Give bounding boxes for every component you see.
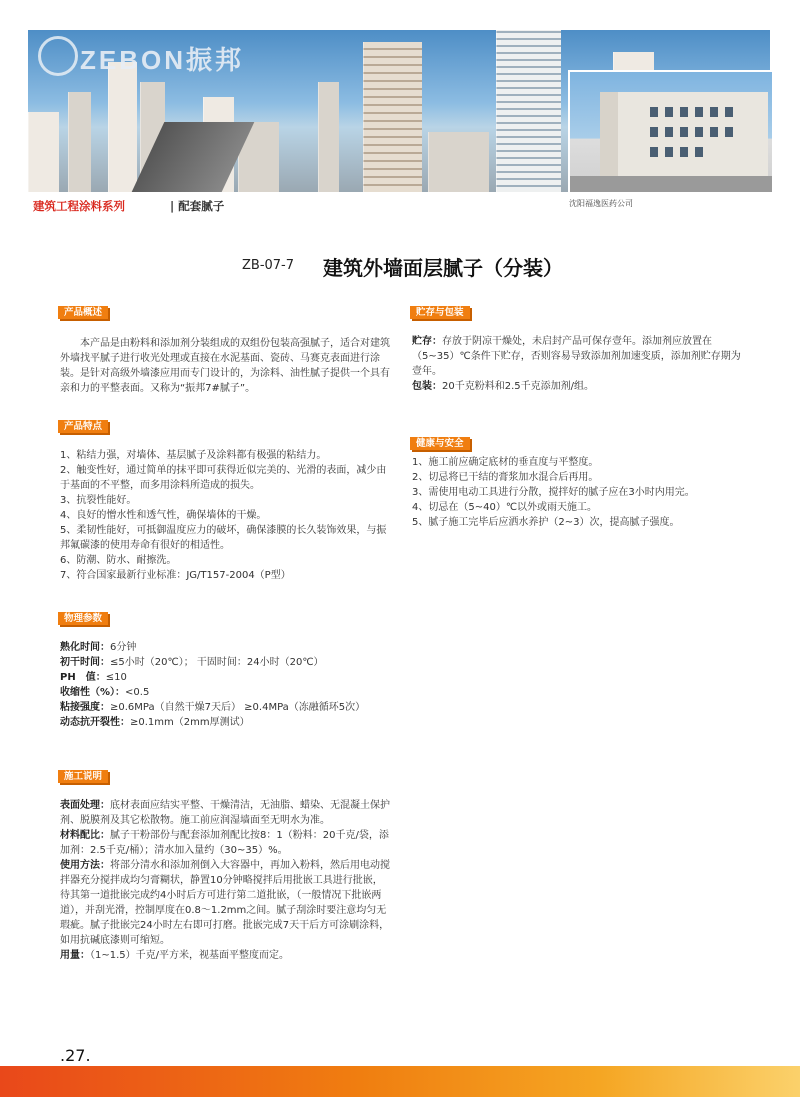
safety-item: 2、切忌将已干结的膏浆加水混合后再用。	[412, 472, 599, 483]
series-subtitle: | 配套腻子	[170, 199, 225, 213]
construction-row: 表面处理：底材表面应结实平整、干燥清洁，无油脂、蜡染、无混凝土保护剂、脱膜剂及其它松散物。施工前应润湿墙面至无明水为准。	[60, 800, 390, 826]
section-label-construction: 施工说明	[58, 770, 108, 783]
section-label-overview: 产品概述	[58, 306, 108, 319]
section-label-storage: 贮存与包装	[410, 306, 470, 319]
safety-item: 1、施工前应确定底材的垂直度与平整度。	[412, 457, 599, 468]
section-label-physical: 物理参数	[58, 612, 108, 625]
construction-list	[60, 798, 390, 963]
construction-row: 使用方法：将部分清水和添加剂倒入大容器中，再加入粉料，然后用电动搅拌器充分搅拌成均匀膏糊状，静置10分钟略搅拌后用批嵌工具进行批嵌，待其第一道批嵌完成约4小时后方可进行第二道批嵌，（一般情况下批嵌两道），并刮光滑，控制厚度在0.8～1.2mm之间。腻子刮涂时要注意均匀无瑕疵。腻子批嵌完24小时左右即可打磨。批嵌完成7天干后方可涂刷涂料，如用抗碱底漆则可缩短。	[60, 860, 390, 946]
feature-item: 7、符合国家最新行业标准：JG/T157-2004（P型）	[60, 570, 291, 581]
page-number: .27.	[60, 1046, 91, 1065]
overview-text: 本产品是由粉料和添加剂分装组成的双组份包装高强腻子，适合对建筑外墙找平腻子进行收光处理或直接在水泥基面、瓷砖、马赛克表面进行涂装。是针对高级外墙漆应用而专门设计的，为涂料、油性腻子提供一个具有亲和力的平整表面。又称为“振邦7#腻子”。	[60, 338, 390, 394]
series-title: 建筑工程涂料系列	[33, 199, 125, 213]
logo-icon	[38, 36, 78, 76]
section-label-features: 产品特点	[58, 420, 108, 433]
param-row: 收缩性（%）：<0.5	[60, 687, 150, 698]
construction-row: 用量：（1~1.5）千克/平方米，视基面平整度而定。	[60, 950, 290, 961]
construction-row: 材料配比：腻子干粉部份与配套添加剂配比按8：1（粉料：20千克/袋，添加剂：2.5千克/桶）；清水加入量约（30~35）%。	[60, 830, 389, 856]
product-code: ZB-07-7	[242, 258, 295, 273]
feature-item: 2、触变性好，通过简单的抹平即可获得近似完美的、光滑的表面，减少由于基面的不平整，而多用涂料所造成的损失。	[60, 465, 387, 491]
feature-item: 3、抗裂性能好。	[60, 495, 137, 506]
safety-list	[412, 455, 752, 530]
physical-list	[60, 640, 400, 730]
feature-item: 5、柔韧性能好，可抵御温度应力的破坏，确保漆膜的长久装饰效果，与振邦氟碳漆的使用寿命有很好的相适性。	[60, 525, 387, 551]
param-row: 粘接强度：≥0.6MPa（自然干燥7天后） ≥0.4MPa（冻融循环5次）	[60, 702, 366, 713]
safety-item: 5、腻子施工完毕后应洒水养护（2~3）次，提高腻子强度。	[412, 517, 680, 528]
storage-list	[412, 334, 742, 394]
storage-row: 贮存：存放于阴凉干燥处，未启封产品可保存壹年。添加剂应放置在（5~35）℃条件下贮存，否则容易导致添加剂加速变质，添加剂贮存期为壹年。	[412, 336, 741, 377]
param-row: 熟化时间：6分钟	[60, 642, 137, 653]
feature-item: 1、粘结力强，对墙体、基层腻子及涂料都有极强的粘结力。	[60, 450, 327, 461]
section-label-safety: 健康与安全	[410, 437, 470, 450]
logo-text: ZEBON振邦	[80, 45, 245, 75]
storage-row: 包装：20千克粉料和2.5千克添加剂/组。	[412, 381, 594, 392]
footer-bar	[0, 1066, 800, 1097]
feature-item: 6、防潮、防水、耐擦洗。	[60, 555, 177, 566]
param-row: 动态抗开裂性：≥0.1mm（2mm厚测试）	[60, 717, 250, 728]
safety-item: 4、切忌在（5~40）℃以外或雨天施工。	[412, 502, 598, 513]
safety-item: 3、需使用电动工具进行分散，搅拌好的腻子应在3小时内用完。	[412, 487, 695, 498]
photo-caption: 沈阳福逸医药公司	[569, 199, 633, 208]
inset-photo	[568, 70, 774, 194]
param-row: PH 值：≤10	[60, 672, 127, 683]
param-row: 初干时间：≤5小时（20℃）； 干固时间：24小时（20℃）	[60, 657, 324, 668]
features-list	[60, 448, 390, 583]
feature-item: 4、良好的憎水性和透气性，确保墙体的干燥。	[60, 510, 267, 521]
product-title: 建筑外墙面层腻子（分装）	[323, 256, 563, 280]
